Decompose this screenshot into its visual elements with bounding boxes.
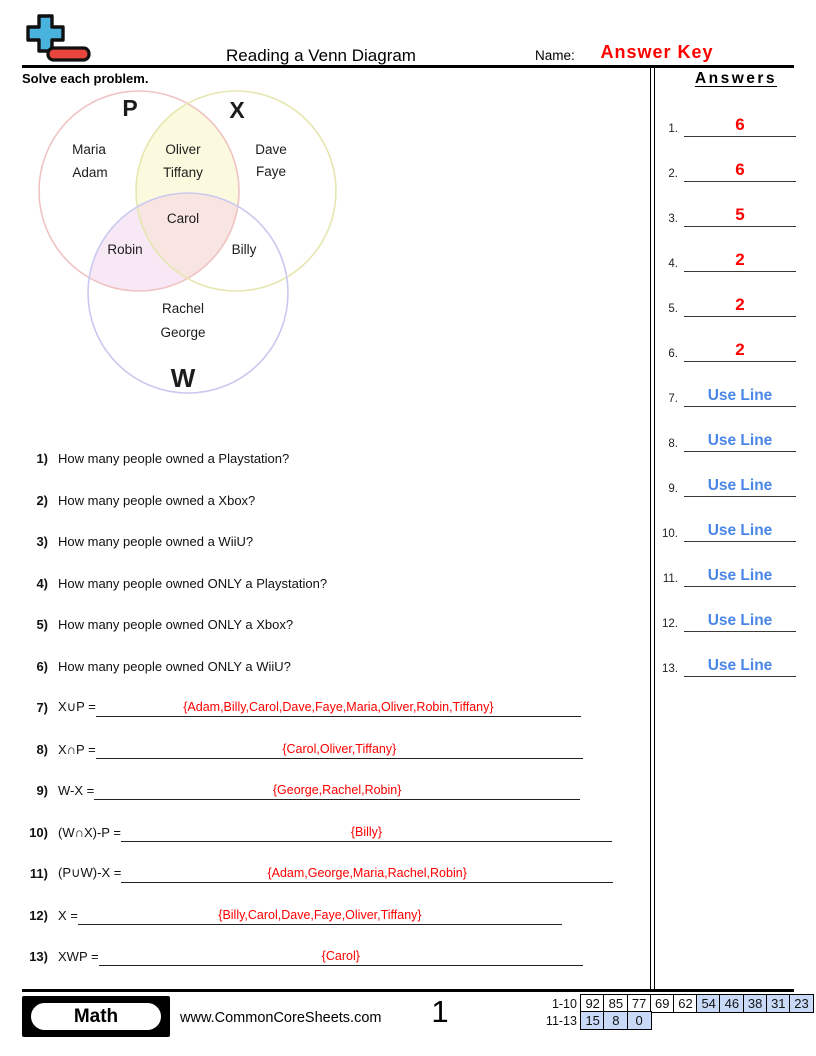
answer-value: 2 [735,295,745,314]
subject-label: Math [29,1001,163,1032]
set-expression: X = [58,908,78,923]
page-number: 1 [431,994,449,1029]
score-row-label: 11-13 [545,1013,577,1028]
score-cell: 54 [696,994,721,1013]
answer-blank [99,949,583,966]
answer-blank [684,250,796,272]
answer-blank [684,612,796,632]
venn-name: Tiffany [163,165,203,180]
answer-number: 2. [668,168,678,180]
answer-value: Use Line [707,657,773,674]
footer-rule [22,989,794,992]
answer-blank [684,295,796,317]
answer-blank [684,205,796,227]
answer-value: 5 [735,205,745,224]
venn-name: Carol [166,211,200,226]
question-row [22,696,581,717]
answer-item [656,459,814,497]
circle-label-x: X [229,97,245,123]
venn-name: Oliver [165,142,201,157]
venn-name: Faye [255,164,287,179]
circle-label-p: P [122,95,138,121]
score-row [531,1011,814,1030]
plus-minus-icon [22,12,96,66]
score-cell: 8 [603,1011,628,1030]
answer-value: Use Line [707,477,773,494]
answer-value: Use Line [707,432,773,449]
answer-value: Use Line [707,522,773,539]
answer-blank [684,477,796,497]
set-answer: {Carol,Oliver,Tiffany} [282,742,397,756]
question-row [22,534,253,549]
answer-item [656,324,814,362]
score-cell: 46 [719,994,744,1013]
score-cell: 85 [603,994,628,1013]
answer-number: 7. [668,393,678,405]
set-expression: (W∩X)-P = [58,825,121,840]
answer-number: 4. [668,258,678,270]
question-number: 6) [36,659,48,674]
venn-diagram [28,90,348,410]
question-number: 12) [29,908,48,923]
score-cell: 31 [766,994,791,1013]
answer-item [656,189,814,227]
answer-number: 12. [662,618,678,630]
set-answer: {Adam,George,Maria,Rachel,Robin} [267,866,467,880]
answer-item [656,144,814,182]
question-text: How many people owned a Xbox? [58,493,256,508]
answers-title: Answers [694,70,778,87]
set-expression: X∪P = [58,699,96,714]
venn-name: Rachel [161,301,205,316]
answer-item [656,279,814,317]
set-answer: {George,Rachel,Robin} [272,783,402,797]
answer-item [656,549,814,587]
question-number: 7) [36,700,48,715]
question-text: How many people owned ONLY a Playstation? [58,576,328,591]
score-cell: 77 [627,994,652,1013]
question-number: 10) [29,825,48,840]
question-row [22,821,612,842]
question-row [22,659,291,674]
answer-value: 2 [735,250,745,269]
answer-blank [121,825,612,842]
answer-item [656,234,814,272]
set-expression: W-X = [58,783,95,798]
score-cell: 0 [627,1011,652,1030]
score-row [531,994,814,1013]
question-number: 3) [36,534,48,549]
answer-value: 6 [735,160,745,179]
set-expression: X∩P = [58,742,96,757]
header-rule [22,65,794,68]
question-number: 1) [36,451,48,466]
answer-value: 2 [735,340,745,359]
answer-item [656,99,814,137]
question-row [22,862,613,883]
score-cell: 62 [673,994,698,1013]
score-cell: 69 [650,994,675,1013]
subject-badge [22,996,170,1037]
answer-item [656,594,814,632]
circle-label-w: W [170,363,196,393]
question-number: 4) [36,576,48,591]
question-row [22,576,327,591]
answer-blank [684,115,796,137]
answer-number: 6. [668,348,678,360]
name-label: Name: [535,48,575,63]
website-text: www.CommonCoreSheets.com [180,1010,382,1026]
question-row [22,779,580,800]
answer-blank [684,340,796,362]
answer-key-label: Answer Key [600,42,714,62]
venn-name: George [160,325,206,340]
answer-item [656,639,814,677]
venn-name: Billy [231,242,257,257]
answer-number: 13. [662,663,678,675]
venn-name: Robin [107,242,143,257]
answer-item [656,369,814,407]
set-answer: {Billy,Carol,Dave,Faye,Oliver,Tiffany} [218,908,422,922]
answer-number: 9. [668,483,678,495]
answer-number: 11. [662,573,678,585]
set-answer: {Billy} [350,825,383,839]
instruction-text: Solve each problem. [22,71,149,86]
answer-blank [96,700,581,717]
answers-divider [650,68,655,990]
answer-value: 6 [735,115,745,134]
question-row [22,617,293,632]
question-number: 5) [36,617,48,632]
set-answer: {Adam,Billy,Carol,Dave,Faye,Maria,Oliver,Robin,Tiffany} [183,700,494,714]
venn-name: Dave [255,142,287,157]
answer-blank [96,742,583,759]
question-number: 11) [29,866,48,881]
answer-blank [78,908,562,925]
answer-blank [684,160,796,182]
question-row [22,738,583,759]
score-cell: 15 [580,1011,605,1030]
question-text: How many people owned ONLY a WiiU? [58,659,291,674]
set-answer: {Carol} [321,949,360,963]
answer-number: 5. [668,303,678,315]
set-expression: XWP = [58,949,99,964]
question-number: 9) [36,783,48,798]
answer-blank [684,432,796,452]
question-text: How many people owned a Playstation? [58,451,290,466]
question-row [22,945,583,966]
answer-blank [684,387,796,407]
score-cell: 92 [580,994,605,1013]
answer-blank [684,657,796,677]
set-expression: (P∪W)-X = [58,865,122,880]
answer-blank [684,567,796,587]
answer-number: 10. [662,528,678,540]
answer-number: 8. [668,438,678,450]
answer-blank [94,783,580,800]
question-row [22,451,289,466]
answer-item [656,504,814,542]
question-row [22,493,255,508]
answer-value: Use Line [707,567,773,584]
score-table [531,994,814,1030]
answer-number: 3. [668,213,678,225]
answer-value: Use Line [707,387,773,404]
question-row [22,904,562,925]
question-text: How many people owned a WiiU? [58,534,254,549]
page-title: Reading a Venn Diagram [226,46,416,65]
commoncoresheets-logo [22,12,96,71]
score-row-label: 1-10 [551,996,577,1011]
answer-blank [121,866,613,883]
question-number: 13) [29,949,48,964]
question-text: How many people owned ONLY a Xbox? [58,617,294,632]
answer-item [656,414,814,452]
answer-number: 1. [668,123,678,135]
answer-blank [684,522,796,542]
question-number: 2) [36,493,48,508]
question-number: 8) [36,742,48,757]
venn-name: Adam [72,165,108,180]
score-cell: 38 [743,994,768,1013]
answer-value: Use Line [707,612,773,629]
score-cell: 23 [789,994,814,1013]
venn-name: Maria [72,142,106,157]
